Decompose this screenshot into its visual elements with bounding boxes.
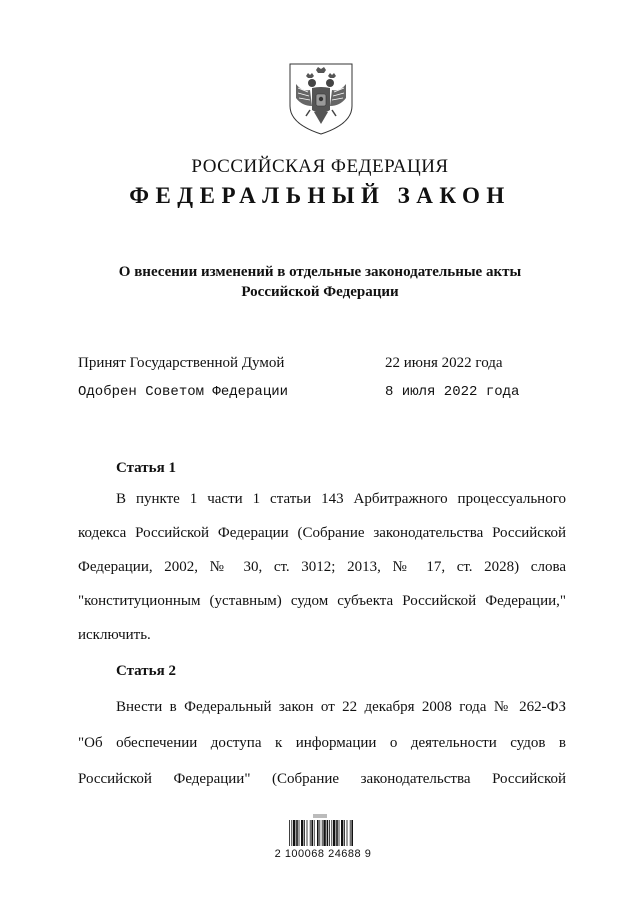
law-title-line-2: Российской Федерации xyxy=(241,284,399,300)
duma-adoption-label: Принят Государственной Думой xyxy=(78,355,285,371)
barcode-mark xyxy=(313,814,327,818)
barcode-bar xyxy=(317,820,319,846)
law-type-heading: ФЕДЕРАЛЬНЫЙ ЗАКОН xyxy=(129,183,511,208)
law-title xyxy=(0,262,640,302)
barcode-bar xyxy=(323,820,325,846)
country-name: РОССИЙСКАЯ ФЕДЕРАЦИЯ xyxy=(191,156,449,177)
barcode-number: 2 100068 24688 9 xyxy=(274,848,372,860)
barcode-bar xyxy=(296,820,298,846)
article-2-line: "Об обеспечении доступа к информации о деятельности судов в xyxy=(78,735,566,751)
article-1-heading: Статья 1 xyxy=(116,460,176,476)
law-title-line-1: О внесении изменений в отдельные законодательные акты xyxy=(118,264,522,280)
barcode-bar xyxy=(333,820,335,846)
barcode-bar xyxy=(293,820,295,846)
barcode-bar xyxy=(319,820,320,846)
barcode-bar xyxy=(339,820,340,846)
barcode-bar xyxy=(322,820,323,846)
barcode-bar xyxy=(350,820,351,846)
barcode-bar xyxy=(336,820,338,846)
barcode-bar xyxy=(331,820,332,846)
article-1-line: исключить. xyxy=(78,627,151,643)
barcode-bar xyxy=(301,820,303,846)
barcode-bar xyxy=(310,820,311,846)
article-1-line: В пункте 1 части 1 статьи 143 Арбитражного процессуального xyxy=(116,491,566,507)
barcode-bar xyxy=(351,820,353,846)
council-approval-date: 8 июля 2022 года xyxy=(385,384,520,400)
barcode-bar xyxy=(307,820,308,846)
barcode-bar xyxy=(327,820,329,846)
barcode-bar xyxy=(291,820,292,846)
barcode-bar xyxy=(299,820,300,846)
article-1-line: Федерации, 2002, № 30, ст. 3012; 2013, № 17, ст. 2028) слова xyxy=(78,559,566,575)
article-2-line: Российской Федерации" (Собрание законодательства Российской xyxy=(78,771,566,787)
duma-adoption-date: 22 июня 2022 года xyxy=(385,355,503,371)
barcode-image xyxy=(287,812,355,852)
article-1-line: "конституционным (уставным) судом субъекта Российской Федерации," xyxy=(78,593,566,609)
barcode-bar xyxy=(344,820,345,846)
council-approval-label: Одобрен Советом Федерации xyxy=(78,384,289,400)
barcode-bar xyxy=(347,820,348,846)
article-1-line: кодекса Российской Федерации (Собрание законодательства Российской xyxy=(78,525,566,541)
coat-of-arms-emblem xyxy=(288,62,354,136)
article-2-text xyxy=(78,699,566,809)
barcode-bar xyxy=(304,820,305,846)
article-2-heading: Статья 2 xyxy=(116,663,176,679)
barcode-bar xyxy=(314,820,315,846)
barcode-bar xyxy=(341,820,343,846)
article-1-text xyxy=(78,491,566,651)
barcode-bar xyxy=(329,820,330,846)
barcode-bar xyxy=(289,820,290,846)
article-2-line: Внести в Федеральный закон от 22 декабря 2008 года № 262-ФЗ xyxy=(116,699,566,715)
barcode-bar xyxy=(311,820,313,846)
